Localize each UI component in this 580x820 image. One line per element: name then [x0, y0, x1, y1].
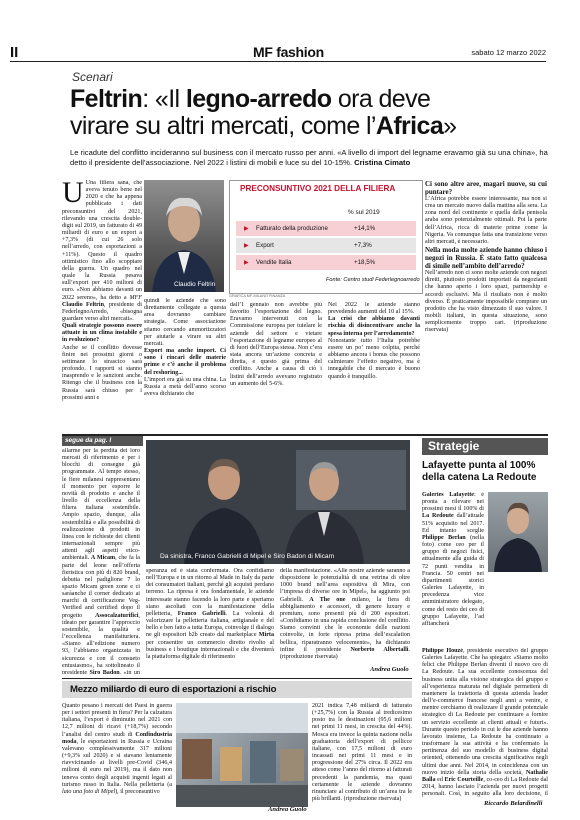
- question: Ci sono altre aree, magari nuove, su cui puntare?: [425, 180, 547, 196]
- infographic-row: [236, 238, 416, 253]
- infographic-row: [236, 221, 416, 236]
- text: , le esportazioni in Russia e Ucraina valevano complessivamente 317 milioni (+9,3% sul 2020) e si stavano lentamente riavvicinando ai livelli pre-Covid (346,4 milioni di euro nel 2019), ma il dato non teneva conto degli acquisti ingenti legati al turismo russo in Italia. Nella pelletteria (a: [62, 738, 172, 788]
- section-logo-text: MF fashion: [253, 44, 324, 60]
- export-col-1: [62, 703, 172, 807]
- headline-feltrin: Feltrin: [70, 85, 143, 113]
- row-value: +14,1%: [354, 225, 376, 232]
- text-bold: Mirta: [256, 632, 274, 639]
- text: per consentire un commercio diretto rivolto al business e i boutique internazionali e che diventerà la piattaforma digitale di riferimento: [146, 639, 274, 660]
- text-bold: Philippe Berlan: [422, 534, 466, 541]
- col1-tail: , presidente di FederlegnoArredo, «bisogna guardare verso altri mercati».: [62, 301, 142, 322]
- text: , che fa la parte del leone nell’offerta fieristica con più di 820 brand, debutta nel padiglione 7 lo spazio Micam green zone e ci saràanche il corner dedicato ai marchi di certificazione Veg-Verified and certified dopo il progetto: [62, 555, 140, 619]
- headline-africa: Africa: [375, 112, 444, 140]
- text-bold: Franco Gabrielli: [171, 610, 226, 617]
- text-bold: Eric Courteille: [442, 776, 484, 783]
- text: , presidente esecutivo del gruppo Galeries Lafayette. Che ha spiegato: «Siamo molto felici che Philippe Berlan diventi il nuovo ceo di La Redoute. La sua eccellente conoscenza del business unita alla visione strategica del gruppo e all’esperienza maturata nel digitale permetterà di mantenere la traiettoria di questa azienda leader dell’e-commerce francese negli anni a venire, e mentre cerchiamo di realizzare il grande potenziale strategico di La Redoute per continuare a fornire un servizio eccellente ai clienti attuali e futuri». Durante questo periodo in cui le due aziende hanno lavorato insieme, La Redoute ha continuato a trasformare la sua attività e ha confermato la pertinenza del suo modello di business digital oriented, ottenendo una crescita significativa negli ultimi due anni. Nel 2014, in coincidenza con un nuovo inizio della storia della società,: [422, 648, 548, 776]
- drop-cap: U: [62, 180, 84, 209]
- text-bold: Philippe Houzé: [422, 648, 463, 654]
- scenari-col-5: [425, 180, 547, 430]
- text: 2021 indica 7,48 miliardi di fatturato (+25,7%) con la Russia al tredicesimo posto tra le destinazioni (95,6 milioni nei primi 11 mesi, in crescita del 44%). Mosca era invece la quinta nazione nella graduatoria dell’export di pellicce italiane, con 17,5 milioni di euro incassati nei primi 11 mesi e in progressione del 27% circa. Il 2022 era atteso come l’anno del ritorno ai fatturati precedenti la pandemia, ma quasi certamente le aziende dovranno rinunciare al contributo di un’area tra le più brillanti. (riproduzione riservata): [312, 703, 412, 803]
- text-bold: A Micam: [89, 555, 116, 562]
- question: La crisi che abbiamo davanti rischia di disincentivare anche la spesa interna per l’arredamento?: [328, 316, 420, 337]
- section-logo: [253, 44, 324, 60]
- text-bold: La Redoute: [422, 513, 454, 520]
- strategie-col-2: [422, 648, 548, 798]
- text: speranza ed è stata confermata. Ora confidiamo nell’Europa e in un ritorno al Made in Italy da parte dei consumatori italiani, perché gli acquisti perdano terreno. La ripresa è ora fondamentale, le aziende interessate stanno facendo la loro parte e speriamo siano ascoltati con la manifestazione della pelletteria,: [146, 568, 274, 617]
- scenari-col-2: [144, 298, 226, 430]
- col2-text: quindi le aziende che sono direttamente collegate a questa area dovranno cambiare strategia. Come associazione stiamo cercando ammortizzatori per aiutarle a virare su altri mercati.: [144, 298, 226, 347]
- triangle-icon: ▶: [244, 226, 249, 232]
- text: ed: [435, 776, 443, 783]
- infographic-title: PRECONSUNTIVO 2021 DELLA FILIERA: [240, 184, 396, 193]
- continued-label: segue da pag. I: [62, 436, 143, 446]
- row-label: Export: [256, 242, 274, 249]
- gabrielli-badon-photo: [146, 440, 410, 564]
- continued-col-3: [280, 568, 410, 666]
- answer: L’import era già su una china. La Russia a metà dell’anno scorso aveva dichiarato che: [144, 376, 226, 398]
- text-bold: Galeries Lafayette: [422, 492, 474, 498]
- text: . La volontà di valorizzare la pelletteria italiana, artigianale e del bello e ben fatto a tutta Europa, coinvolge il dialogo ne gli espositori b2b creato dal marketplace: [146, 610, 274, 639]
- triangle-icon: ▶: [244, 260, 249, 266]
- text-bold: A The one: [303, 596, 346, 603]
- text-bold: Assocalzaturifici: [82, 612, 139, 619]
- berlan-photo: [488, 492, 548, 572]
- question: Quali strategie possono essere attuate in un clima instabile e in evoluzione?: [62, 323, 142, 344]
- col1-name: Claudio Feltrin: [62, 301, 104, 308]
- strategie-headline: Lafayette punta al 100% della catena La Redoute: [422, 460, 537, 483]
- col4-text: Nel 2022 le aziende stanno prevedendo aumenti del 10 al 15%.: [328, 302, 420, 316]
- answer: Nonostante tutto l’Italia potrebbe essere un po’ meno colpita, perché abbiamo ancora i bonus che possono calmierare l’effetto negativo, ma è innegabile che il mercato è buono quando è tranquillo.: [328, 337, 420, 380]
- text: . (riproduzione riservata): [280, 646, 410, 660]
- text: (nella foto) come ceo per il gruppo di negozi fisici, attualmente alla guida di 72 punti vendita in Francia. 50 centri nei dipartimenti storici Galeries Lafayette, in precedenza vice amministratore delegato, come del resto dei ceo di gruppo Lafayette, l’ad affiancherà: [422, 534, 484, 627]
- feltrin-photo: [144, 180, 224, 292]
- text: allarme per la perdita dei loro mercati di riferimento e per i blocchi di consegne già programmate. Al tempo stesso, le fiere milanesi rappresentano il momento per esporre le novità di prodotto e anche il livello di eccellenza della filiera italiana sostenibile. Ampio spazio, dunque, alla sostenibilità e alla possibilità di realizzazione di prodotti in linea con le richieste dei clienti internazionali sempre più attenti agli aspetti etico-ambientali.: [62, 448, 140, 562]
- infographic-credit: GRAFICA MF-MILANO FINANZA: [229, 294, 286, 298]
- text: , co-ceo di La Redoute dal 2014, hanno lasciato l’azienda per nuovi progetti personali. Così, in seguito alla loro decisione, il: [422, 776, 548, 798]
- row-label: Fatturato della produzione: [256, 225, 328, 232]
- scenari-col-4: [328, 302, 420, 430]
- text-bold: Siro Badon: [87, 669, 120, 674]
- headline-part: ora deve: [331, 85, 431, 113]
- col3-text: dall’1 gennaio non avrebbe più favorito l’esportazione del legno. Eravamo intervenuti con la Commissione europea per tutelare le aziende del settore e vietare l’esportazione di legname europeo al di fuori dell’Europa stessa. Non c’era stata ancora un’azione concreta e diretta, e questo già prima del conflitto. Anche a causa di ciò i listini dell’arredo avevano registrato un aumento del 5-6%.: [230, 302, 322, 387]
- feltrin-caption: Claudio Feltrin: [174, 281, 216, 288]
- strategie-label: Strategie: [428, 439, 480, 453]
- mipel-photo: [176, 703, 308, 807]
- portrait-illustration: [488, 492, 548, 572]
- scenari-col-1: [62, 180, 142, 430]
- question: Nella moda molte aziende hanno chiuso i negozi in Russia. È stato fatto qualcosa di simile nell’ambito dell’arredo?: [425, 246, 547, 271]
- col1-pub: MFF: [126, 294, 142, 301]
- section-rule: [62, 678, 412, 679]
- export-headline: Mezzo miliardo di euro di esportazioni a rischio: [70, 684, 277, 695]
- section-kicker: Scenari: [72, 70, 113, 84]
- text: dall’attuale 51% acquisito nel 2017. Ed intanto sceglie: [422, 513, 484, 534]
- scenari-col-3: [230, 302, 322, 430]
- portrait-illustration: [144, 180, 224, 292]
- photo-caption: Da sinistra, Franco Gabrielli di Mipel e Siro Badon di Micam: [160, 553, 335, 560]
- continued-col-1: [62, 448, 140, 674]
- text: della manifestazione. «Alle nostre aziende saranno a disposizione le potenzialità di una vetrina di oltre 1000 brand nell’area espositiva di Mira, con l’impresa di diverse ore in Mipel», ha aggiunto poi Gabrielli.: [280, 568, 410, 603]
- answer: L’Africa potrebbe essere interessante, ma non si crea un mercato nuovo dalla mattina alla sera. La zona nord del continente e quella della penisola araba sono potenzialmente ottimali. Poi la parte dell’Africa, ricca di materie prime come la Nigeria. Va comunque fatta una transizione verso altri mercati, è necessario.: [425, 196, 547, 245]
- byline: Andrea Guolo: [268, 806, 307, 813]
- infographic-column-header: % sul 2019: [348, 209, 380, 216]
- text: : è pronta a rilevare nei prossimi mesi il 100% di: [422, 492, 484, 513]
- row-value: +7,3%: [354, 242, 372, 249]
- fair-hall-illustration: [176, 703, 308, 807]
- headline-part: virare su altri mercati, come l’: [70, 112, 376, 140]
- infographic-source: Fonte: Centro studi Federlegnoarredo: [326, 277, 420, 283]
- strategie-label-band: [422, 438, 548, 455]
- headline-part: »: [443, 112, 457, 140]
- text: ), il preconsuntivo: [115, 788, 160, 795]
- text: , «in un: [119, 669, 140, 674]
- strategie-col-1: [422, 492, 484, 648]
- headline-legno: legno-arredo: [185, 85, 332, 113]
- text-bold: Nathalie Balla: [422, 769, 548, 783]
- continued-col-2: [146, 568, 274, 674]
- export-headline-band: [62, 681, 412, 698]
- deck: [70, 148, 550, 167]
- text-bold: Confindustria moda: [62, 731, 172, 745]
- text-bold: Norberto Albertalli: [341, 646, 409, 653]
- infographic-box: [229, 180, 423, 294]
- main-headline: [70, 86, 570, 140]
- page-number: II: [10, 44, 19, 61]
- headline-part: : «Il: [142, 85, 186, 113]
- row-value: +18,5%: [354, 259, 376, 266]
- col1-text: Una filiera sana, che aveva tenuto bene nel 2020 e che ha appena pubblicato i dati preconsuntivi del 2021, rilevando una crescita double-digit sul 2019, un fatturato di 49 miliardi di euro e un export a +7,3% (di cui 26 solo nell’arredo, con esportazioni a +11%). Questo il quadro ottimistico fino allo scoppiare della guerra. Un quadro nel quale la Russia pesava sull’export per 410 milioni di euro. «Non abbiamo davanti un 2022 sereno», ha detto a: [62, 180, 142, 301]
- byline: Riccardo Belardinelli: [484, 800, 543, 807]
- text: , ideato per garantire l’approccio sostenibile, la qualità e l’eccellenza manifatturiera. «Siamo all’edizione numero 93, l’abbiamo organizzata in sicurezza e con il consueto entusiasmo», ha sottolineato il presidente: [62, 612, 140, 674]
- export-col-2: [312, 703, 412, 807]
- text-italic: lato una foto di Mipel: [62, 788, 116, 795]
- triangle-icon: ▶: [244, 243, 249, 249]
- byline: Andrea Guolo: [370, 666, 409, 673]
- text: milano, la fiera di abbigliamento e accessori, di genere luxury e premium, sono presenti più di 200 espositori. «Confidiamo in una rapida conclusione del conflitto. Siamo convinti che le economie delle nazioni coinvolte, in forte ripresa prima dell’escalation bellica, riparatranno velocemente», ha dichiarato infine il presidente: [280, 596, 410, 653]
- text: Quanto pesano i mercati dei Paesi in guerra per i settori presenti in fiera? Per la calzatura italiana, l’export è diminuito nel 2021 con 12,7 milioni di ricavi (+18,7%) secondo l’analisi del centro studi di: [62, 703, 172, 738]
- answer: Anche se il conflitto dovesse finire nei prossimi giorni o settimane lo strascico sarà profondo. I rapporti si stanno inasprendo e le sanzioni anche. Ritengo che il business con la Russia sarà chiuso per i prossimi anni e: [62, 344, 142, 401]
- header-rule: [10, 61, 546, 62]
- infographic-row: [236, 255, 416, 270]
- row-label: Vendite Italia: [256, 259, 292, 266]
- byline: Cristina Cimato: [354, 157, 411, 167]
- question: Export ma anche import. Ci sono i rincari delle materie prime e c’è anche il problema del reshoring...: [144, 348, 226, 376]
- answer: Nell’arredo non ci sono molte aziende con negozi diretti, piuttosto prodotti importati da negozianti che hanno aperto i loro spazi, partnership e accordi esclusivi. Ma il risultato non è molto diverso. È praticamente impossibile comprare un prodotto che ha visto dimezzato il suo valore. I mobili italiani, in questa situazione, sono semplicemente troppo cari. (riproduzione riservata): [425, 270, 547, 334]
- issue-date: sabato 12 marzo 2022: [471, 48, 546, 57]
- deck-text: Le ricadute del conflitto incideranno sul business con il mercato russo per anni. «A livello di import del legname eravamo già su una china», ha detto il presidente dell’associazione. Nel 2022 i listini di mobili e luce su del 10-15%.: [70, 148, 548, 167]
- two-men-illustration: [146, 440, 410, 564]
